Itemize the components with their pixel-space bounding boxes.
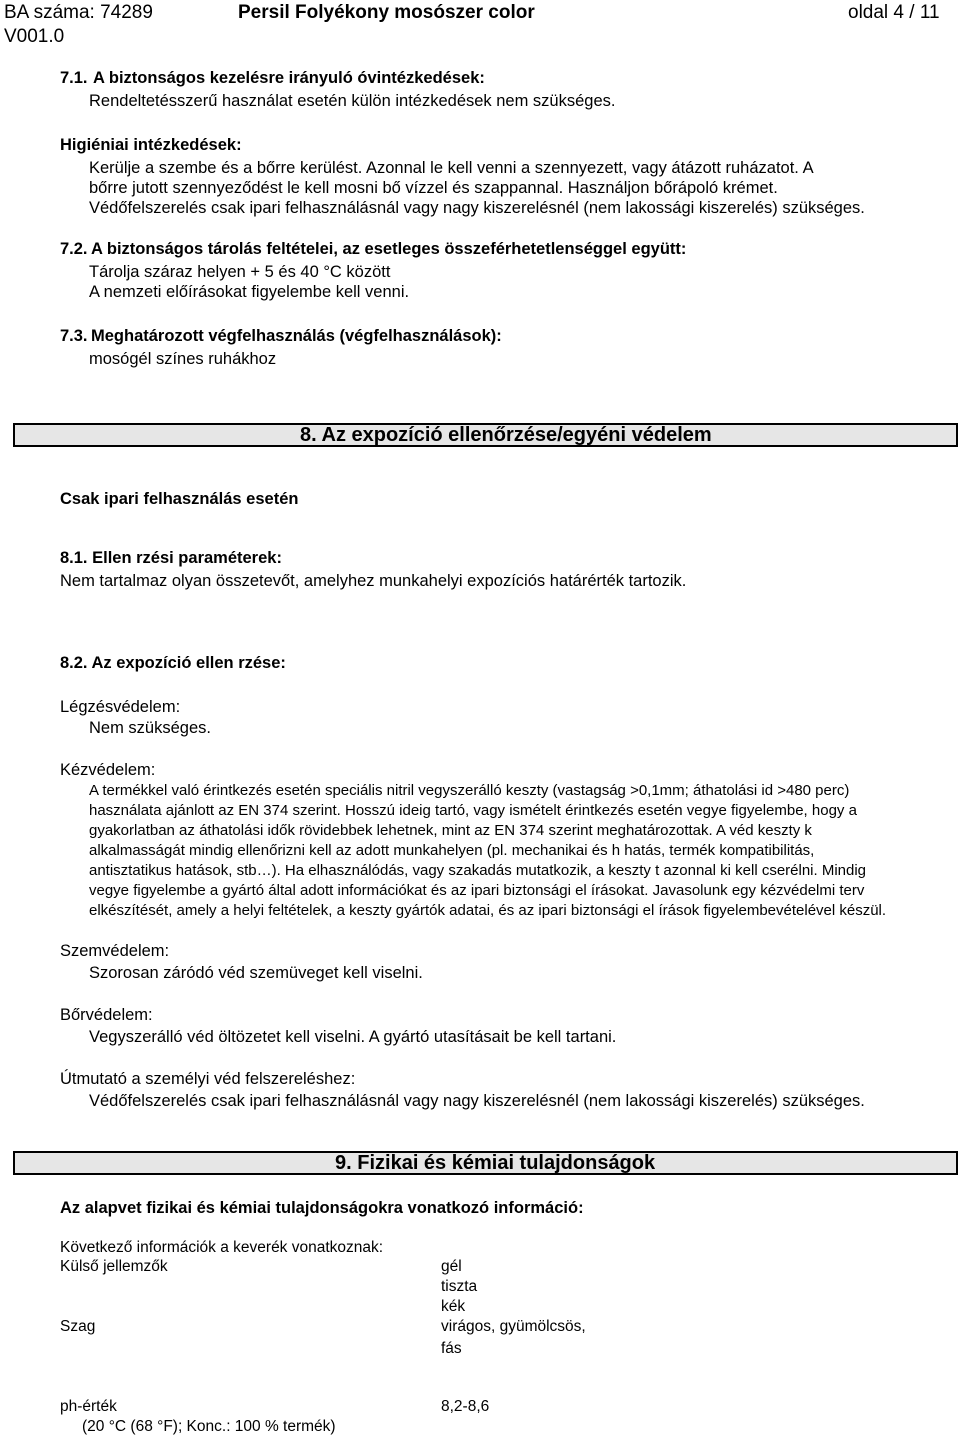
page-number: oldal 4 / 11 xyxy=(848,2,940,23)
ppe-guidance-label: Útmutató a személyi véd felszereléshez: xyxy=(60,1070,356,1088)
ph-label: ph-érték xyxy=(60,1398,117,1415)
industrial-use-note: Csak ipari felhasználás esetén xyxy=(60,490,299,508)
product-title: Persil Folyékony mosószer color xyxy=(238,2,535,23)
version: V001.0 xyxy=(4,26,65,47)
skin-protection-text: Vegyszerálló véd öltözetet kell viselni. A gyártó utasításait be kell tartani. xyxy=(89,1028,617,1046)
section-7-2-title: A biztonságos tárolás feltételei, az esetleges összeférhetetlenséggel együtt: xyxy=(91,240,687,258)
odor-label: Szag xyxy=(60,1318,96,1335)
section-9-heading: 9. Fizikai és kémiai tulajdonságok xyxy=(335,1152,656,1174)
storage-line: Tárolja száraz helyen + 5 és 40 °C között xyxy=(89,263,391,281)
section-8-1-title: 8.1. Ellen rzési paraméterek: xyxy=(60,549,282,567)
eye-protection-text: Szorosan záródó véd szemüveget kell viselni. xyxy=(89,964,423,982)
odor-value: fás xyxy=(441,1340,462,1357)
ba-number: BA száma: 74289 xyxy=(4,2,153,23)
skin-protection-label: Bőrvédelem: xyxy=(60,1006,153,1024)
hand-protection-line: A termékkel való érintkezés esetén speciális nitril vegyszerálló keszty (vastagság >0,1mm; áthatolási id >480 perc) xyxy=(89,782,850,799)
odor-value: virágos, gyümölcsös, xyxy=(441,1318,586,1335)
section-9-intro: Következő információk a keverék vonatkoznak: xyxy=(60,1239,384,1256)
hand-protection-label: Kézvédelem: xyxy=(60,761,156,779)
section-7-1-title: A biztonságos kezelésre irányuló óvintézkedések: xyxy=(93,69,485,87)
respiratory-label: Légzésvédelem: xyxy=(60,698,181,716)
section-7-2-number: 7.2. xyxy=(60,240,88,258)
appearance-label: Külső jellemzők xyxy=(60,1258,168,1275)
storage-line: A nemzeti előírásokat figyelembe kell venni. xyxy=(89,283,410,301)
hand-protection-line: használata ajánlott az EN 374 szerint. Hosszú ideig tartó, vagy ismételt érintkezés esetén vegye figyelembe, hogy a xyxy=(89,802,857,819)
hygiene-line: Védőfelszerelés csak ipari felhasználásnál vagy nagy kiszerelésnél (nem lakossági kiszerelés) szükséges. xyxy=(89,199,865,217)
section-8-header xyxy=(13,423,958,447)
hygiene-line: Kerülje a szembe és a bőrre kerülést. Azonnal le kell venni a szennyezett, vagy átázott ruházatot. A xyxy=(89,159,814,177)
section-9-subtitle: Az alapvet fizikai és kémiai tulajdonságokra vonatkozó információ: xyxy=(60,1199,584,1217)
hand-protection-line: alkalmasságát mindig ellenőrizni kell az adott munkahelyen (pl. mechanikai és h hatás, termék kompatibilitás, xyxy=(89,842,815,859)
section-7-1-number: 7.1. xyxy=(60,69,88,87)
hand-protection-line: antisztatikus hatások, stb…). Ha elhasználódás, vagy szakadás mutatkozik, a keszty t azonnal ki kell cserélni. Mindig xyxy=(89,862,867,879)
section-9-header xyxy=(13,1151,958,1175)
hygiene-line: bőrre jutott szennyeződést le kell mosni bő vízzel és szappannal. Használjon bőrápoló krémet. xyxy=(89,179,778,197)
section-8-2-title: 8.2. Az expozíció ellen rzése: xyxy=(60,654,286,672)
ppe-guidance-text: Védőfelszerelés csak ipari felhasználásnál vagy nagy kiszerelésnél (nem lakossági kiszerelés) szükséges. xyxy=(89,1092,865,1110)
section-7-3-text: mosógél színes ruhákhoz xyxy=(89,350,277,368)
section-7-1-text: Rendeltetésszerű használat esetén külön intézkedések nem szükséges. xyxy=(89,92,616,110)
appearance-value: tiszta xyxy=(441,1278,478,1295)
appearance-value: kék xyxy=(441,1298,466,1315)
ph-value: 8,2-8,6 xyxy=(441,1398,490,1415)
section-8-1-text: Nem tartalmaz olyan összetevőt, amelyhez munkahelyi expozíciós határérték tartozik. xyxy=(60,572,687,590)
hygiene-title: Higiéniai intézkedések: xyxy=(60,136,242,154)
appearance-value: gél xyxy=(441,1258,462,1275)
hand-protection-line: elkészítését, amely a helyi feltételek, a keszty gyártók adatai, és az ipari biztonsági el írások figyelembevételével készül. xyxy=(89,902,887,919)
section-7-3-number: 7.3. xyxy=(60,327,88,345)
hand-protection-line: gyakorlatban az áthatolási idők rövidebbek lehetnek, mint az EN 374 szerint meghatározottak. A véd keszty k xyxy=(89,822,812,839)
section-7-3-title: Meghatározott végfelhasználás (végfelhasználások): xyxy=(91,327,502,345)
ph-conditions: (20 °C (68 °F); Konc.: 100 % termék) xyxy=(82,1418,336,1435)
hand-protection-line: vegye figyelembe a gyártó által adott információkat és az ipari biztonsági el írásokat. Javasolunk egy kézvédelmi terv xyxy=(89,882,865,899)
eye-protection-label: Szemvédelem: xyxy=(60,942,170,960)
section-8-heading: 8. Az expozíció ellenőrzése/egyéni védelem xyxy=(300,424,712,446)
respiratory-text: Nem szükséges. xyxy=(89,719,211,737)
